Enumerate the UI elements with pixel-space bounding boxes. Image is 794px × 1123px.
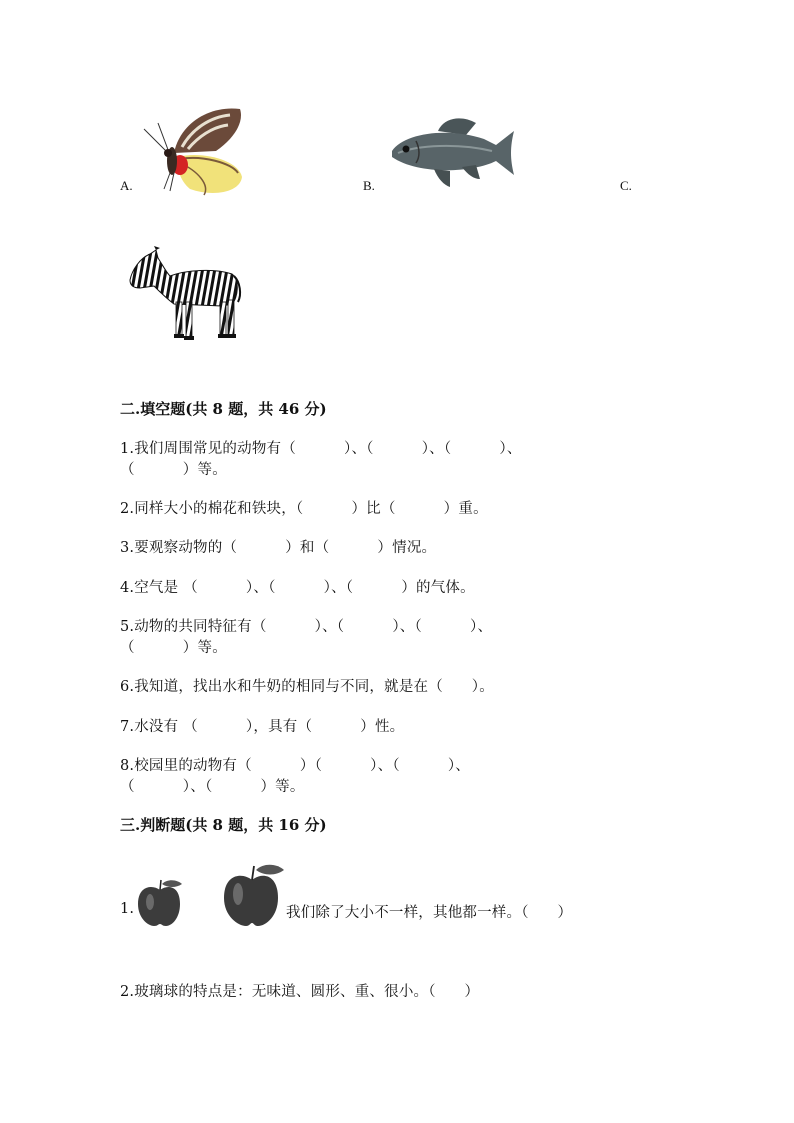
butterfly-image [140,103,252,199]
judge-question-1-text: 我们除了大小不一样，其他都一样。（ ） [286,905,573,921]
judge-section-title: 三.判断题(共 8 题，共 16 分) [120,816,327,834]
option-b-label: B. [363,178,375,193]
option-a-label: A. [120,178,133,193]
fill-question-5-line-1: 5.动物的共同特征有（ ）、（ ）、（ ）、 [120,619,493,635]
fill-question-4: 4.空气是 （ ）、（ ）、（ ）的气体。 [120,580,475,596]
fill-question-6: 6.我知道，找出水和牛奶的相同与不同，就是在（ ）。 [120,679,494,695]
fish-image [388,113,518,193]
fill-question-5-line-2: （ ）等。 [120,640,227,656]
zebra-image [126,246,244,344]
fill-question-1-line-1: 1.我们周围常见的动物有（ ）、（ ）、（ ）、 [120,441,522,457]
fill-question-8-line-2: （ ）、（ ）等。 [120,779,305,795]
option-c-label: C. [620,178,632,193]
large-apple-image [222,860,288,928]
small-apple-image [134,876,186,928]
fill-question-1-line-2: （ ）等。 [120,462,227,478]
judge-question-2: 2.玻璃球的特点是：无味道、圆形、重、很小。（ ） [120,984,480,1000]
fill-question-8-line-1: 8.校园里的动物有（ ）（ ）、（ ）、 [120,758,471,774]
judge-question-1-number: 1. [120,901,135,917]
fill-question-3: 3.要观察动物的（ ）和（ ）情况。 [120,540,437,556]
fill-question-2: 2.同样大小的棉花和铁块，（ ）比（ ）重。 [120,501,488,517]
fill-question-7: 7.水没有 （ ），具有（ ）性。 [120,719,405,735]
fill-section-title: 二.填空题(共 8 题，共 46 分) [120,400,327,418]
